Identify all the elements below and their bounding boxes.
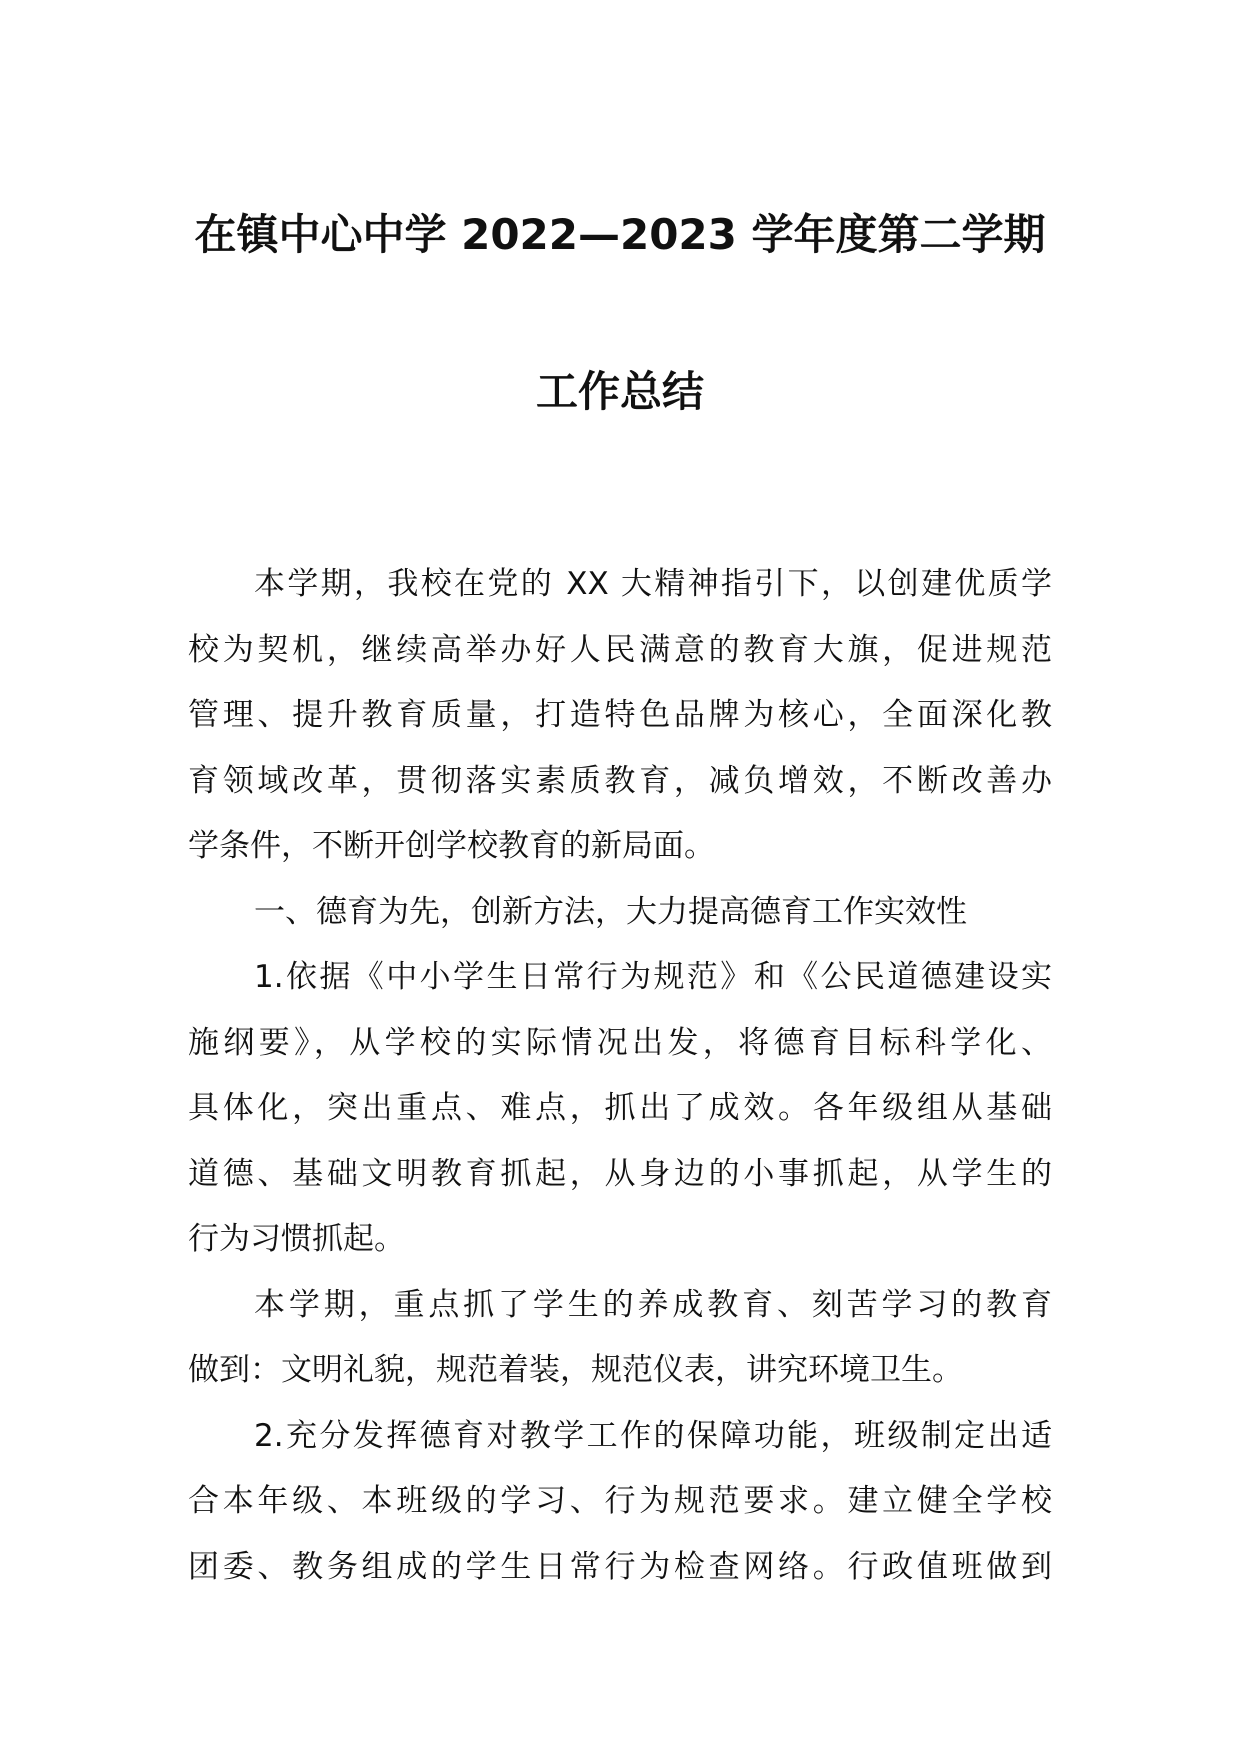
paragraph-item-1 bbox=[188, 945, 1052, 1273]
paragraph-item-2 bbox=[188, 1404, 1052, 1601]
document-title-line-1: 在镇中心中学 2022—2023 学年度第二学期 bbox=[194, 210, 1046, 259]
text-line: 团委、教务组成的学生日常行为检查网络。行政值班做到 bbox=[188, 1548, 1052, 1585]
text-line: 管理、提升教育质量，打造特色品牌为核心，全面深化教 bbox=[188, 697, 1052, 733]
text-line: 具体化，突出重点、难点，抓出了成效。各年级组从基础 bbox=[188, 1090, 1052, 1126]
paragraph-semester-focus bbox=[188, 1273, 1052, 1404]
text-line: 一、德育为先，创新方法，大力提高德育工作实效性 bbox=[254, 893, 967, 930]
document-body bbox=[188, 552, 1052, 1600]
text-line: 学条件，不断开创学校教育的新局面。 bbox=[188, 828, 715, 864]
text-line: 本学期，我校在党的 XX 大精神指引下，以创建优质学 bbox=[254, 566, 1052, 602]
text-line: 合本年级、本班级的学习、行为规范要求。建立健全学校 bbox=[188, 1483, 1052, 1519]
text-line: 校为契机，继续高举办好人民满意的教育大旗，促进规范 bbox=[188, 631, 1052, 668]
text-line: 本学期，重点抓了学生的养成教育、刻苦学习的教育 bbox=[254, 1286, 1052, 1323]
text-line: 做到：文明礼貌，规范着装，规范仪表，讲究环境卫生。 bbox=[188, 1352, 963, 1388]
text-line: 育领域改革，贯彻落实素质教育，减负增效，不断改善办 bbox=[188, 762, 1052, 799]
document-title-line-2: 工作总结 bbox=[535, 367, 704, 416]
paragraph-intro bbox=[188, 552, 1052, 880]
text-line: 行为习惯抓起。 bbox=[188, 1221, 405, 1257]
text-line: 道德、基础文明教育抓起，从身边的小事抓起，从学生的 bbox=[188, 1155, 1052, 1192]
text-line: 2.充分发挥德育对教学工作的保障功能，班级制定出适 bbox=[254, 1417, 1052, 1454]
text-line: 1.依据《中小学生日常行为规范》和《公民道德建设实 bbox=[254, 959, 1052, 995]
text-line: 施纲要》，从学校的实际情况出发，将德育目标科学化、 bbox=[188, 1024, 1052, 1061]
section-heading-1 bbox=[188, 880, 1052, 946]
